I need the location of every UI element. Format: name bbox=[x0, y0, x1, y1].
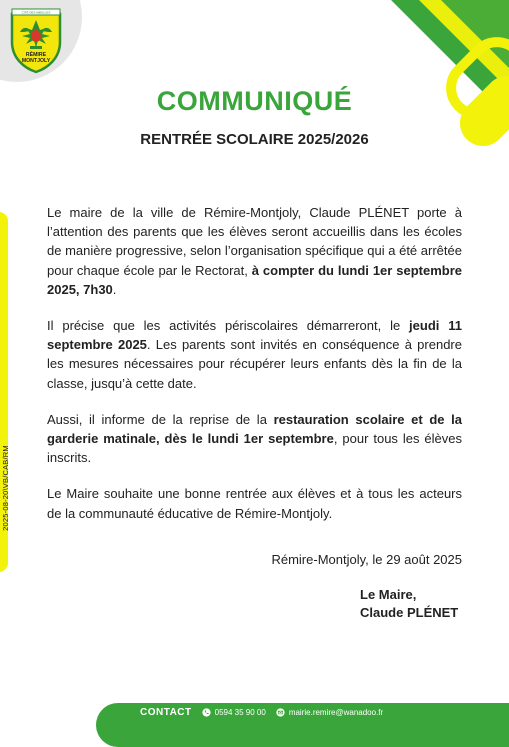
communique-body bbox=[47, 203, 462, 540]
text-run: Aussi, il informe de la reprise de la bbox=[47, 411, 274, 427]
phone-number: 0594 35 90 00 bbox=[214, 708, 266, 717]
place-and-date: Rémire-Montjoly, le 29 août 2025 bbox=[271, 552, 462, 567]
corner-decoration-right bbox=[359, 0, 509, 150]
text-run: Le maire de la ville de Rémire-Montjoly, Claude PLÉNET porte à l’attention des parents que les élèves seront accueillis dans les écoles de manière progressive, selon l’organisation spécifique qui a été arrêtée pour chaque école par le Rectorat, bbox=[47, 205, 462, 278]
text-run: Il précise que les activités périscolaires démarreront, le bbox=[47, 318, 410, 334]
email-contact[interactable] bbox=[276, 708, 383, 717]
logo-text-line1: RÉMIRE bbox=[25, 52, 47, 58]
footer-bar bbox=[96, 703, 509, 747]
signature-block bbox=[360, 586, 458, 622]
paragraph bbox=[47, 203, 462, 299]
phone-icon bbox=[202, 708, 211, 717]
contact-label: CONTACT bbox=[140, 707, 192, 718]
signature-name: Claude PLÉNET bbox=[360, 605, 459, 620]
text-run: Le Maire souhaite une bonne rentrée aux élèves et à tous les acteurs de la communauté éducative de Rémire-Montjoly. bbox=[47, 486, 462, 521]
paragraph bbox=[47, 484, 462, 522]
logo-text-line2: MONTJOLY bbox=[21, 58, 51, 64]
text-run-bold: à compter du lundi 1er septembre 2025, 7h30 bbox=[47, 262, 462, 297]
paragraph bbox=[47, 316, 462, 393]
text-run: . Les parents sont invités en conséquence à prendre les mesures nécessaires pour récupérer leurs enfants dès la fin de la classe, jusqu’à cette date. bbox=[47, 337, 462, 391]
text-run-bold: jeudi 11 septembre 2025 bbox=[47, 318, 462, 353]
text-run-bold: restauration scolaire et de la garderie matinale, dès le lundi 1er septembre bbox=[47, 411, 463, 447]
reference-code: 2025-08-20\VB/CAB/RM bbox=[1, 445, 10, 531]
mail-icon bbox=[276, 708, 285, 717]
logo-banner-text: CITÉ DES ABEILLES bbox=[21, 10, 51, 15]
signature-title: Le Maire, bbox=[360, 587, 417, 602]
phone-contact[interactable] bbox=[202, 708, 266, 717]
paragraph bbox=[47, 410, 462, 468]
city-logo bbox=[8, 6, 64, 74]
text-run: . bbox=[112, 281, 117, 297]
text-run: , pour tous les élèves inscrits. bbox=[47, 431, 462, 466]
email-address: mairie.remire@wanadoo.fr bbox=[288, 708, 384, 717]
page-subtitle: RENTRÉE SCOLAIRE 2025/2026 bbox=[140, 131, 369, 148]
page-title: COMMUNIQUÉ bbox=[156, 86, 353, 116]
